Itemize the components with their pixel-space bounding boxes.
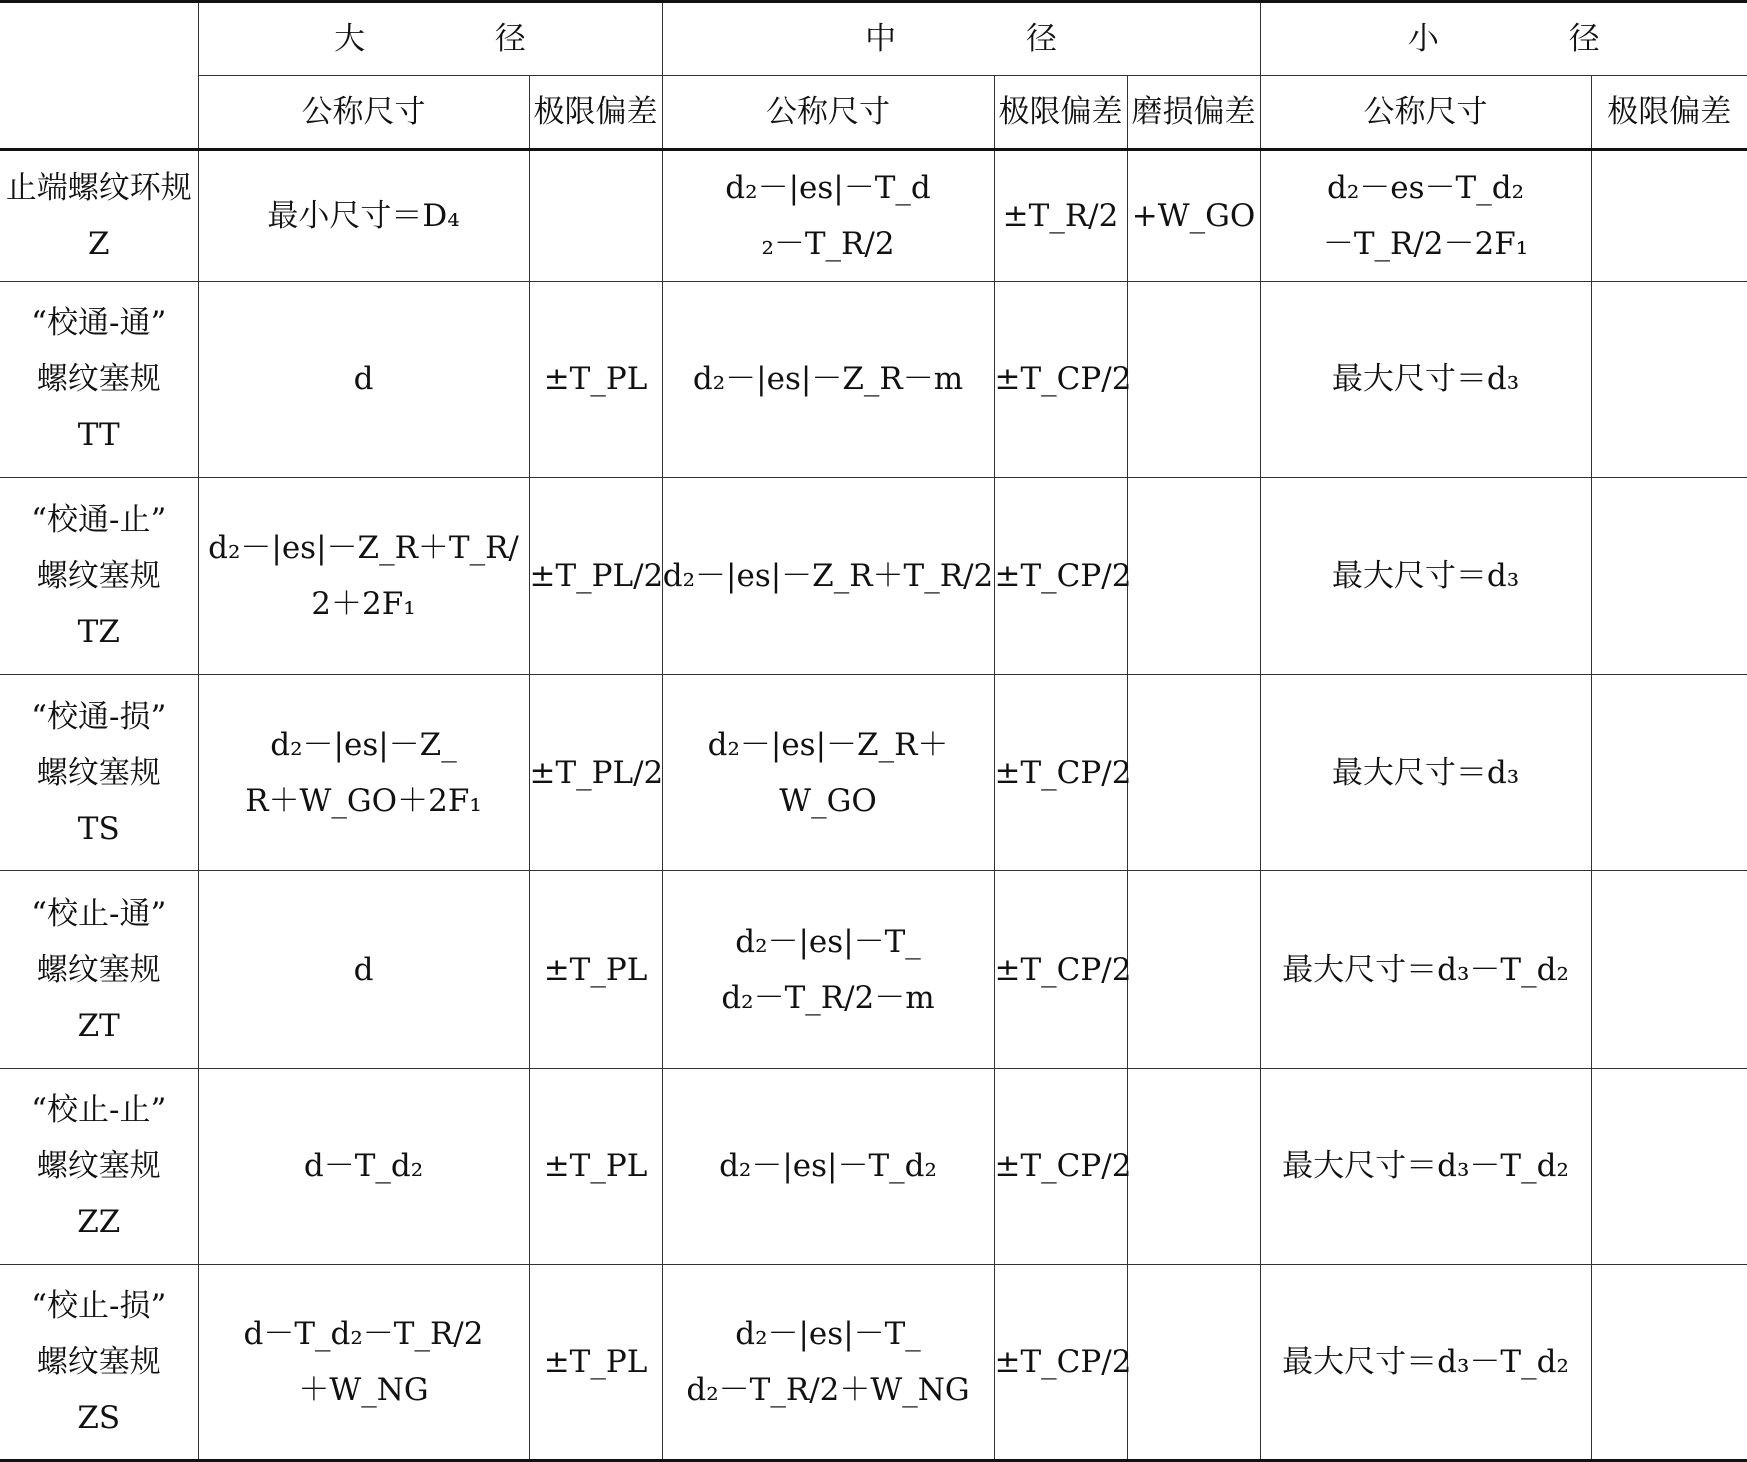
- pitch-nominal-cell: d₂－|es|－Z_R＋T_R/2: [662, 478, 994, 675]
- minor-nominal-cell: 最大尺寸＝d₃－T_d₂: [1260, 871, 1591, 1068]
- formula-line: d₂－|es|－Z_: [270, 726, 457, 763]
- table-row: [0, 149, 1747, 281]
- group-header-major-diameter: 大 径: [198, 2, 662, 76]
- formula-line: d₂－|es|－T_: [735, 923, 921, 960]
- pitch-deviation-cell: ±T_CP/2: [994, 1068, 1127, 1264]
- group-header-minor-diameter: 小 径: [1260, 2, 1747, 76]
- table-row: [0, 871, 1747, 1068]
- row-label-line: ZS: [77, 1399, 121, 1436]
- minor-nominal-cell: 最大尺寸＝d₃: [1260, 478, 1591, 675]
- pitch-deviation-cell: ±T_CP/2: [994, 1264, 1127, 1460]
- row-label-cell: [0, 675, 198, 871]
- formula-line: R＋W_GO＋2F₁: [245, 782, 482, 819]
- minor-deviation-cell: [1591, 1264, 1747, 1460]
- row-label-line: “校止-止”: [31, 1092, 167, 1129]
- row-label-line: “校通-损”: [31, 698, 167, 735]
- pitch-deviation-cell: ±T_R/2: [994, 149, 1127, 281]
- row-label-line: ZT: [77, 1007, 120, 1044]
- wear-deviation-cell: [1127, 675, 1260, 871]
- major-deviation-cell: ±T_PL/2: [529, 675, 662, 871]
- minor-nominal-cell: 最大尺寸＝d₃: [1260, 281, 1591, 477]
- table-row: [0, 675, 1747, 871]
- subheader-pitch-deviation: 极限偏差: [994, 75, 1127, 149]
- table-row: [0, 1264, 1747, 1460]
- pitch-nominal-cell: [662, 149, 994, 281]
- formula-line: d₂－T_R/2＋W_NG: [686, 1371, 970, 1408]
- formula-line: ＋W_NG: [298, 1371, 429, 1408]
- row-label-cell: [0, 871, 198, 1068]
- subheader-major-deviation: 极限偏差: [529, 75, 662, 149]
- row-label-line: 止端螺纹环规: [5, 169, 192, 206]
- table-row: [0, 1068, 1747, 1264]
- minor-nominal-cell: 最大尺寸＝d₃: [1260, 675, 1591, 871]
- row-label-cell: [0, 1068, 198, 1264]
- table-row: [0, 281, 1747, 477]
- pitch-nominal-cell: [662, 871, 994, 1068]
- row-label-cell: [0, 1264, 198, 1460]
- minor-deviation-cell: [1591, 478, 1747, 675]
- formula-line: ₂－T_R/2: [761, 225, 895, 262]
- formula-line: d₂－es－T_d₂: [1327, 169, 1525, 206]
- row-label-line: “校通-止”: [31, 502, 167, 539]
- major-deviation-cell: ±T_PL: [529, 281, 662, 477]
- row-label-cell: [0, 281, 198, 477]
- wear-deviation-cell: [1127, 871, 1260, 1068]
- subheader-major-nominal: 公称尺寸: [198, 75, 529, 149]
- subheader-pitch-nominal: 公称尺寸: [662, 75, 994, 149]
- major-nominal-cell: [198, 1264, 529, 1460]
- pitch-deviation-cell: ±T_CP/2: [994, 871, 1127, 1068]
- major-nominal-cell: 最小尺寸＝D₄: [198, 149, 529, 281]
- pitch-deviation-cell: ±T_CP/2: [994, 675, 1127, 871]
- row-label-line: TT: [77, 417, 120, 454]
- row-label-line: 螺纹塞规: [36, 754, 161, 791]
- row-label-line: Z: [87, 225, 110, 262]
- row-label-line: ZZ: [77, 1204, 121, 1241]
- row-label-line: 螺纹塞规: [36, 558, 161, 595]
- row-label-line: TZ: [77, 614, 120, 651]
- subheader-minor-nominal: 公称尺寸: [1260, 75, 1591, 149]
- wear-deviation-cell: [1127, 1068, 1260, 1264]
- wear-deviation-cell: [1127, 281, 1260, 477]
- subheader-pitch-wear-deviation: 磨损偏差: [1127, 75, 1260, 149]
- major-deviation-cell: ±T_PL/2: [529, 478, 662, 675]
- major-nominal-cell: [198, 675, 529, 871]
- row-label-line: “校止-损”: [31, 1287, 167, 1324]
- formula-line: d－T_d₂－T_R/2: [243, 1315, 484, 1352]
- major-deviation-cell: ±T_PL: [529, 1068, 662, 1264]
- wear-deviation-cell: [1127, 478, 1260, 675]
- formula-line: d₂－T_R/2－m: [721, 979, 935, 1016]
- pitch-nominal-cell: d₂－|es|－Z_R－m: [662, 281, 994, 477]
- wear-deviation-cell: +W_GO: [1127, 149, 1260, 281]
- formula-line: 2＋2F₁: [311, 586, 416, 623]
- major-deviation-cell: [529, 149, 662, 281]
- subheader-minor-deviation: 极限偏差: [1591, 75, 1747, 149]
- formula-line: d₂－|es|－T_: [735, 1315, 921, 1352]
- row-label-line: “校通-通”: [31, 305, 167, 342]
- corner-header-cell: [0, 2, 198, 150]
- formula-line: d₂－|es|－Z_R＋T_R/: [208, 530, 519, 567]
- pitch-deviation-cell: ±T_CP/2: [994, 478, 1127, 675]
- major-nominal-cell: [198, 478, 529, 675]
- row-label-line: 螺纹塞规: [36, 1343, 161, 1380]
- row-label-line: TS: [77, 810, 120, 847]
- row-label-cell: [0, 478, 198, 675]
- major-nominal-cell: d－T_d₂: [198, 1068, 529, 1264]
- formula-line: －T_R/2－2F₁: [1322, 225, 1529, 262]
- minor-deviation-cell: [1591, 675, 1747, 871]
- minor-deviation-cell: [1591, 1068, 1747, 1264]
- wear-deviation-cell: [1127, 1264, 1260, 1460]
- table-row: [0, 478, 1747, 675]
- group-header-pitch-diameter: 中 径: [662, 2, 1260, 76]
- minor-nominal-cell: 最大尺寸＝d₃－T_d₂: [1260, 1264, 1591, 1460]
- minor-deviation-cell: [1591, 149, 1747, 281]
- row-label-line: 螺纹塞规: [36, 951, 161, 988]
- major-deviation-cell: ±T_PL: [529, 871, 662, 1068]
- table-body: [0, 149, 1747, 1460]
- pitch-nominal-cell: [662, 1264, 994, 1460]
- minor-deviation-cell: [1591, 281, 1747, 477]
- major-nominal-cell: d: [198, 871, 529, 1068]
- pitch-nominal-cell: d₂－|es|－Z_R＋W_GO: [662, 675, 994, 871]
- minor-nominal-cell: [1260, 149, 1591, 281]
- major-deviation-cell: ±T_PL: [529, 1264, 662, 1460]
- row-label-line: 螺纹塞规: [36, 1148, 161, 1185]
- minor-nominal-cell: 最大尺寸＝d₃－T_d₂: [1260, 1068, 1591, 1264]
- row-label-line: “校止-通”: [31, 895, 167, 932]
- pitch-deviation-cell: ±T_CP/2: [994, 281, 1127, 477]
- major-nominal-cell: d: [198, 281, 529, 477]
- minor-deviation-cell: [1591, 871, 1747, 1068]
- pitch-nominal-cell: d₂－|es|－T_d₂: [662, 1068, 994, 1264]
- row-label-line: 螺纹塞规: [36, 361, 161, 398]
- formula-line: d₂－|es|－T_d: [725, 169, 931, 206]
- row-label-cell: [0, 149, 198, 281]
